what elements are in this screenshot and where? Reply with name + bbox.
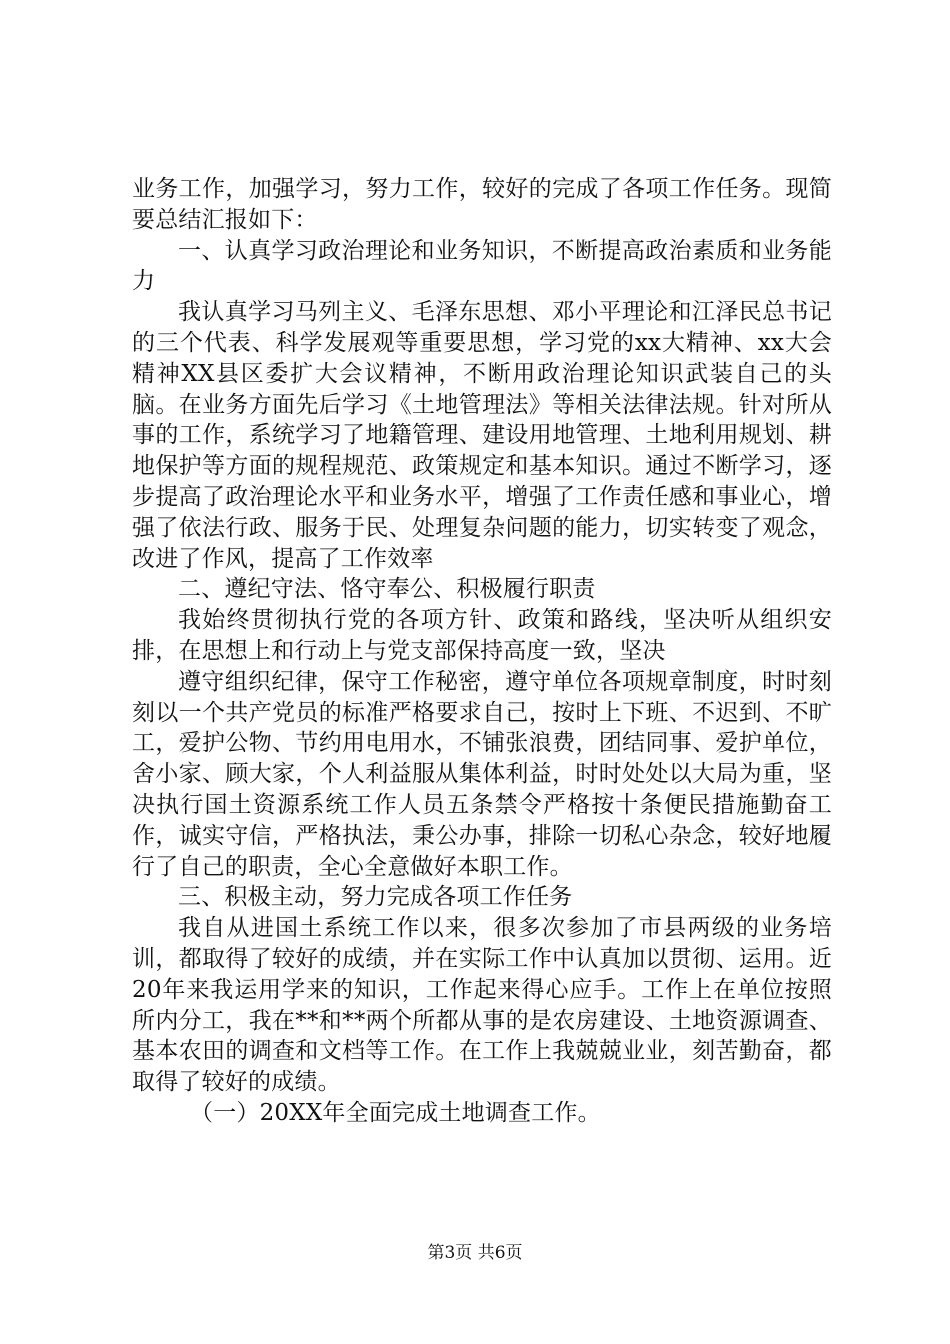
- paragraph-2: 我认真学习马列主义、毛泽东思想、邓小平理论和江泽民总书记的三个代表、科学发展观等重要思想，学习党的xx大精神、xx大会精神XX县区委扩大会议精神，不断用政治理论知识武装自己的头脑。在业务方面先后学习《土地管理法》等相关法律法规。针对所从事的工作，系统学习了地籍管理、建设用地管理、土地利用规划、耕地保护等方面的规程规范、政策规定和基本知识。通过不断学习，逐步提高了政治理论水平和业务水平，增强了工作责任感和事业心，增强了依法行政、服务于民、处理复杂问题的能力，切实转变了观念，改进了作风，提高了工作效率: [132, 299, 832, 572]
- paragraph-1: 业务工作，加强学习，努力工作，较好的完成了各项工作任务。现简要总结汇报如下：: [132, 176, 832, 233]
- page-footer: 第3页 共6页: [427, 1243, 523, 1263]
- paragraph-4: 遵守组织纪律，保守工作秘密，遵守单位各项规章制度，时时刻刻以一个共产党员的标准严格要求自己，按时上下班、不迟到、不旷工，爱护公物、节约用电用水，不铺张浪费，团结同事、爱护单位，舍小家、顾大家，个人利益服从集体利益，时时处处以大局为重，坚决执行国土资源系统工作人员五条禁令严格按十条便民措施勤奋工作，诚实守信，严格执法，秉公办事，排除一切私心杂念，较好地履行了自己的职责，全心全意做好本职工作。: [132, 668, 832, 880]
- section-heading-2: 二、遵纪守法、恪守奉公、积极履行职责: [178, 576, 596, 603]
- subsection-heading-1: （一）20XX年全面完成土地调查工作。: [190, 1099, 601, 1126]
- document-body: [132, 174, 832, 1129]
- paragraph-5: 我自从进国土系统工作以来，很多次参加了市县两级的业务培训，都取得了较好的成绩，并在实际工作中认真加以贯彻、运用。近20年来我运用学来的知识，工作起来得心应手。工作上在单位按照所内分工，我在**和**两个所都从事的是农房建设、土地资源调查、基本农田的调查和文档等工作。在工作上我兢兢业业，刻苦勤奋，都取得了较好的成绩。: [132, 915, 832, 1096]
- paragraph-3: 我始终贯彻执行党的各项方针、政策和路线，坚决听从组织安排，在思想上和行动上与党支部保持高度一致，坚决: [132, 607, 832, 664]
- section-heading-1: 一、认真学习政治理论和业务知识，不断提高政治素质和业务能力: [132, 237, 832, 295]
- section-heading-3: 三、积极主动，努力完成各项工作任务: [178, 884, 573, 911]
